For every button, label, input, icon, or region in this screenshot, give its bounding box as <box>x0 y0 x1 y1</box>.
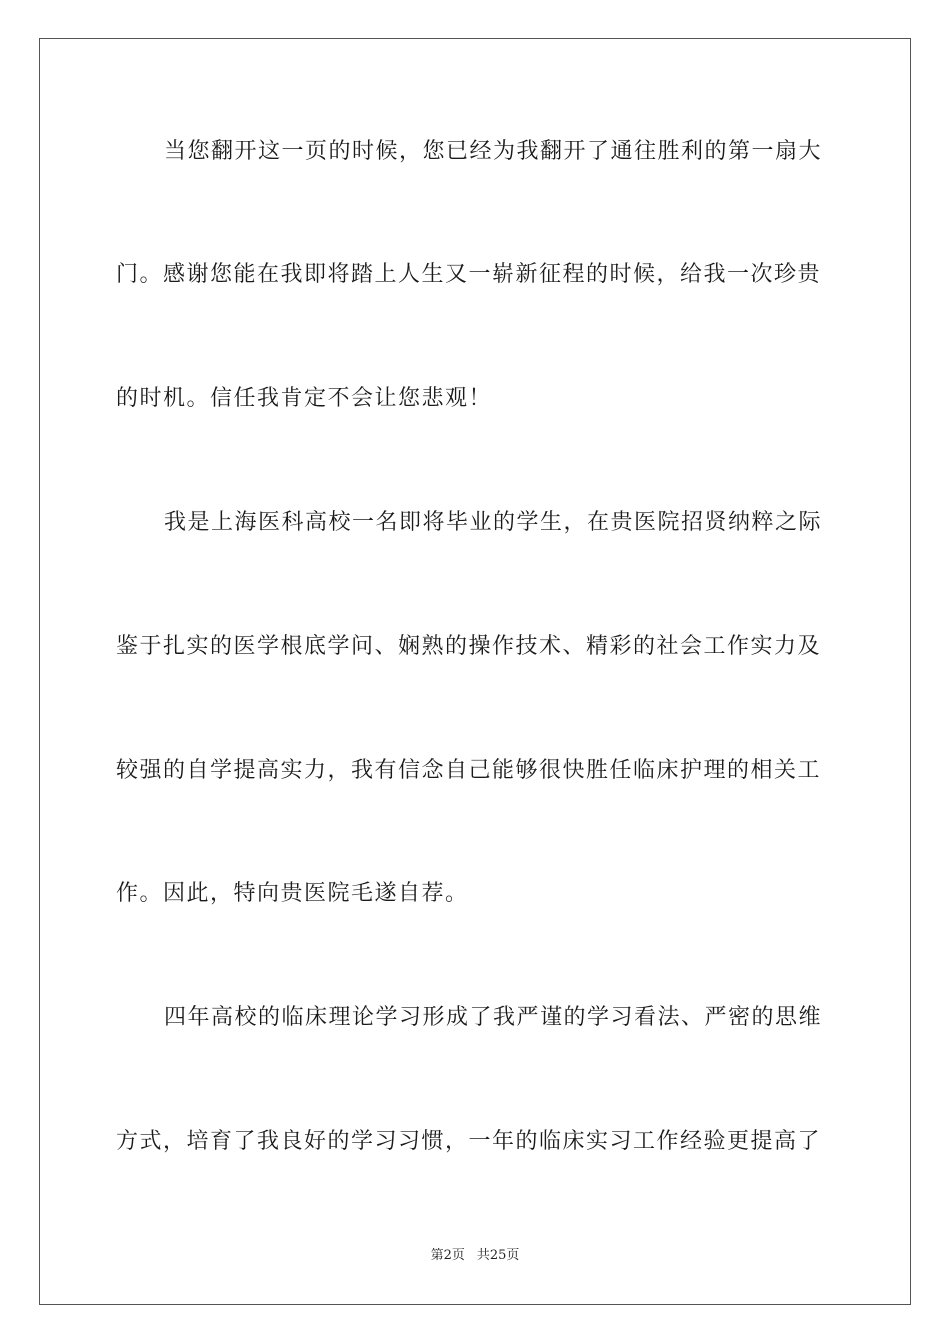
paragraph-2-line-1: 我是上海医科高校一名即将毕业的学生，在贵医院招贤纳粹之际 <box>164 510 823 535</box>
paragraph-2-line-2: 鉴于扎实的医学根底学问、娴熟的操作技术、精彩的社会工作实力及 <box>116 634 822 659</box>
page-border <box>39 38 911 1305</box>
paragraph-1-line-1: 当您翻开这一页的时候，您已经为我翻开了通往胜利的第一扇大 <box>164 139 823 164</box>
page-footer <box>0 1247 950 1265</box>
paragraph-1-line-3: 的时机。信任我肯定不会让您悲观！ <box>116 386 493 411</box>
paragraph-3-line-2: 方式，培育了我良好的学习习惯，一年的临床实习工作经验更提高了 <box>116 1129 822 1154</box>
page-number-current: 第2页 <box>430 1248 465 1263</box>
paragraph-2-line-4: 作。因此，特向贵医院毛遂自荐。 <box>116 881 469 906</box>
page-number-total: 共25页 <box>476 1248 520 1263</box>
paragraph-3-line-1: 四年高校的临床理论学习形成了我严谨的学习看法、严密的思维 <box>164 1005 823 1030</box>
paragraph-1-line-2: 门。感谢您能在我即将踏上人生又一崭新征程的时候，给我一次珍贵 <box>116 262 822 287</box>
paragraph-2-line-3: 较强的自学提高实力，我有信念自己能够很快胜任临床护理的相关工 <box>116 758 822 783</box>
